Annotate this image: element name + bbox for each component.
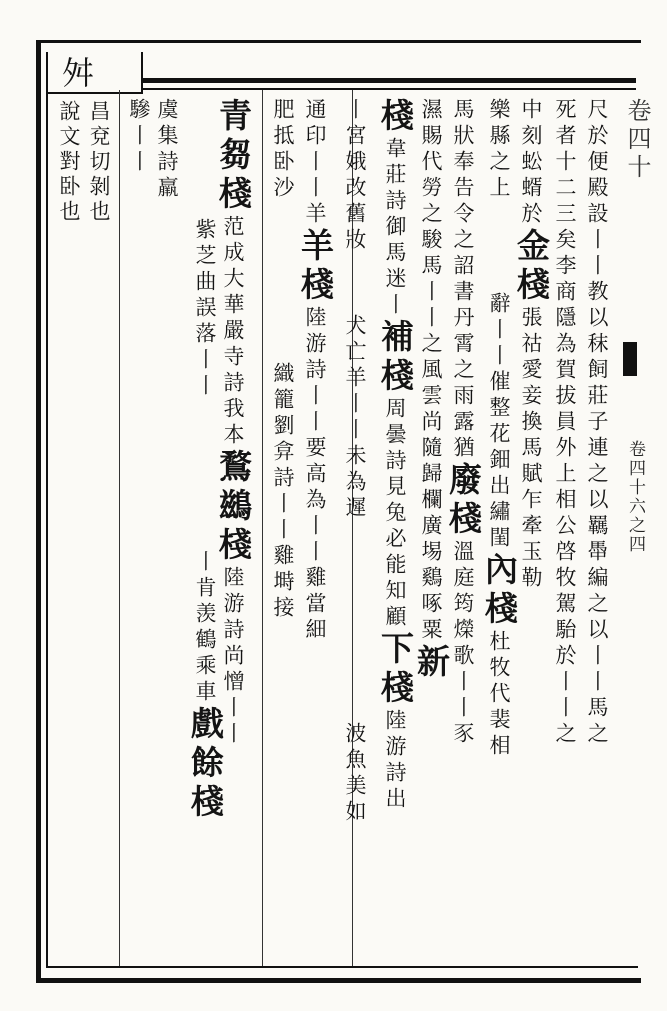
column-text: 中刻蚣蝑於 <box>519 98 543 228</box>
column-divider <box>262 90 263 966</box>
entry-heading: 內棧 <box>480 552 519 630</box>
text-column <box>582 98 612 958</box>
column-text: 驂丨丨 <box>127 98 151 176</box>
head-definition-column: 說文對卧也 <box>57 100 81 225</box>
column-text: 陸游詩尚憎丨丨 <box>221 566 245 748</box>
column-text: 陸游詩出 <box>383 709 407 813</box>
text-column <box>186 98 225 958</box>
column-text: 丨肯羡鶴乘車 <box>193 550 217 706</box>
column-text: 杜牧代裴相 <box>487 630 511 760</box>
text-column <box>268 98 298 958</box>
running-head: 卷四十 <box>623 98 651 182</box>
entry-heading: 羊棧 <box>296 228 335 306</box>
entry-heading: 金棧 <box>512 228 551 306</box>
entry-heading: 戲餘棧 <box>186 706 225 823</box>
text-column <box>152 98 182 958</box>
column-text: 丨宮娥改舊妝 <box>343 98 367 254</box>
text-column <box>550 98 580 958</box>
column-text: 韋莊詩御馬迷 <box>383 137 407 293</box>
top-rule-thin <box>141 88 636 90</box>
column-text: 周曇詩見兔必能知顧 <box>383 397 407 631</box>
column-text: 波魚美如 <box>343 722 367 826</box>
column-text: 馬狀奉告令之詔書丹霄之雨露猶 <box>451 98 475 462</box>
column-text: 紫芝曲誤落丨丨 <box>193 218 217 400</box>
entry-heading: 補棧 <box>376 319 415 397</box>
entry-heading: 棧 <box>376 98 415 137</box>
head-character: 舛 <box>62 54 95 92</box>
column-text: 歸欄廣埸鷄啄粟 <box>419 462 443 644</box>
column-divider <box>119 90 120 966</box>
column-text: 織籠劉弇詩丨丨雞塒接 <box>271 362 295 622</box>
column-text: 犬亡羊丨丨未為遲 <box>343 314 367 522</box>
text-column <box>412 98 451 958</box>
text-column <box>296 98 335 958</box>
text-column <box>214 98 253 958</box>
entry-heading: 廢棧 <box>444 462 483 540</box>
column-text: 尺於便殿設丨丨教以秣飼莊子連之以羈馽編之以丨丨馬之 <box>585 98 609 748</box>
text-column <box>376 98 415 958</box>
column-text: 死者十二三矣李商隱為賀拔員外上相公啓牧駕駘於丨丨之 <box>553 98 577 748</box>
entry-heading: 下棧 <box>376 631 415 709</box>
fold-tab-mark <box>623 342 637 376</box>
text-column <box>512 98 551 958</box>
column-text: 張祜愛妾換馬賦乍牽玉勒 <box>519 306 543 592</box>
column-text: 丨 <box>383 293 407 319</box>
column-text: 肥抵卧沙 <box>271 98 295 202</box>
column-text: 濕賜代勞之駿馬丨丨之風雲尚隨 <box>419 98 443 462</box>
column-text: 通印丨丨羊 <box>303 98 327 228</box>
column-text: 范成大華嚴寺詩我本 <box>221 215 245 449</box>
column-text: 陸游詩丨丨要高為丨丨雞當細 <box>303 306 327 644</box>
text-column <box>124 98 154 958</box>
entry-heading: 新 <box>412 644 451 683</box>
text-column <box>444 98 483 958</box>
head-definition-column: 昌兗切剝也 <box>87 100 111 225</box>
head-entry-box <box>46 52 143 94</box>
text-column <box>480 98 519 958</box>
top-rule <box>141 78 636 83</box>
text-column <box>340 98 370 958</box>
margin-title: 卷四十六之四 <box>625 440 645 554</box>
column-text: 虞集詩羸 <box>155 98 179 202</box>
column-text: 辭丨丨催整花鈿出繡閨 <box>487 292 511 552</box>
column-text: 樂縣之上 <box>487 98 511 202</box>
column-text: 溫庭筠爃歌丨丨豕 <box>451 540 475 748</box>
entry-heading: 青芻棧 <box>214 98 253 215</box>
entry-heading: 鶩鷀棧 <box>214 449 253 566</box>
